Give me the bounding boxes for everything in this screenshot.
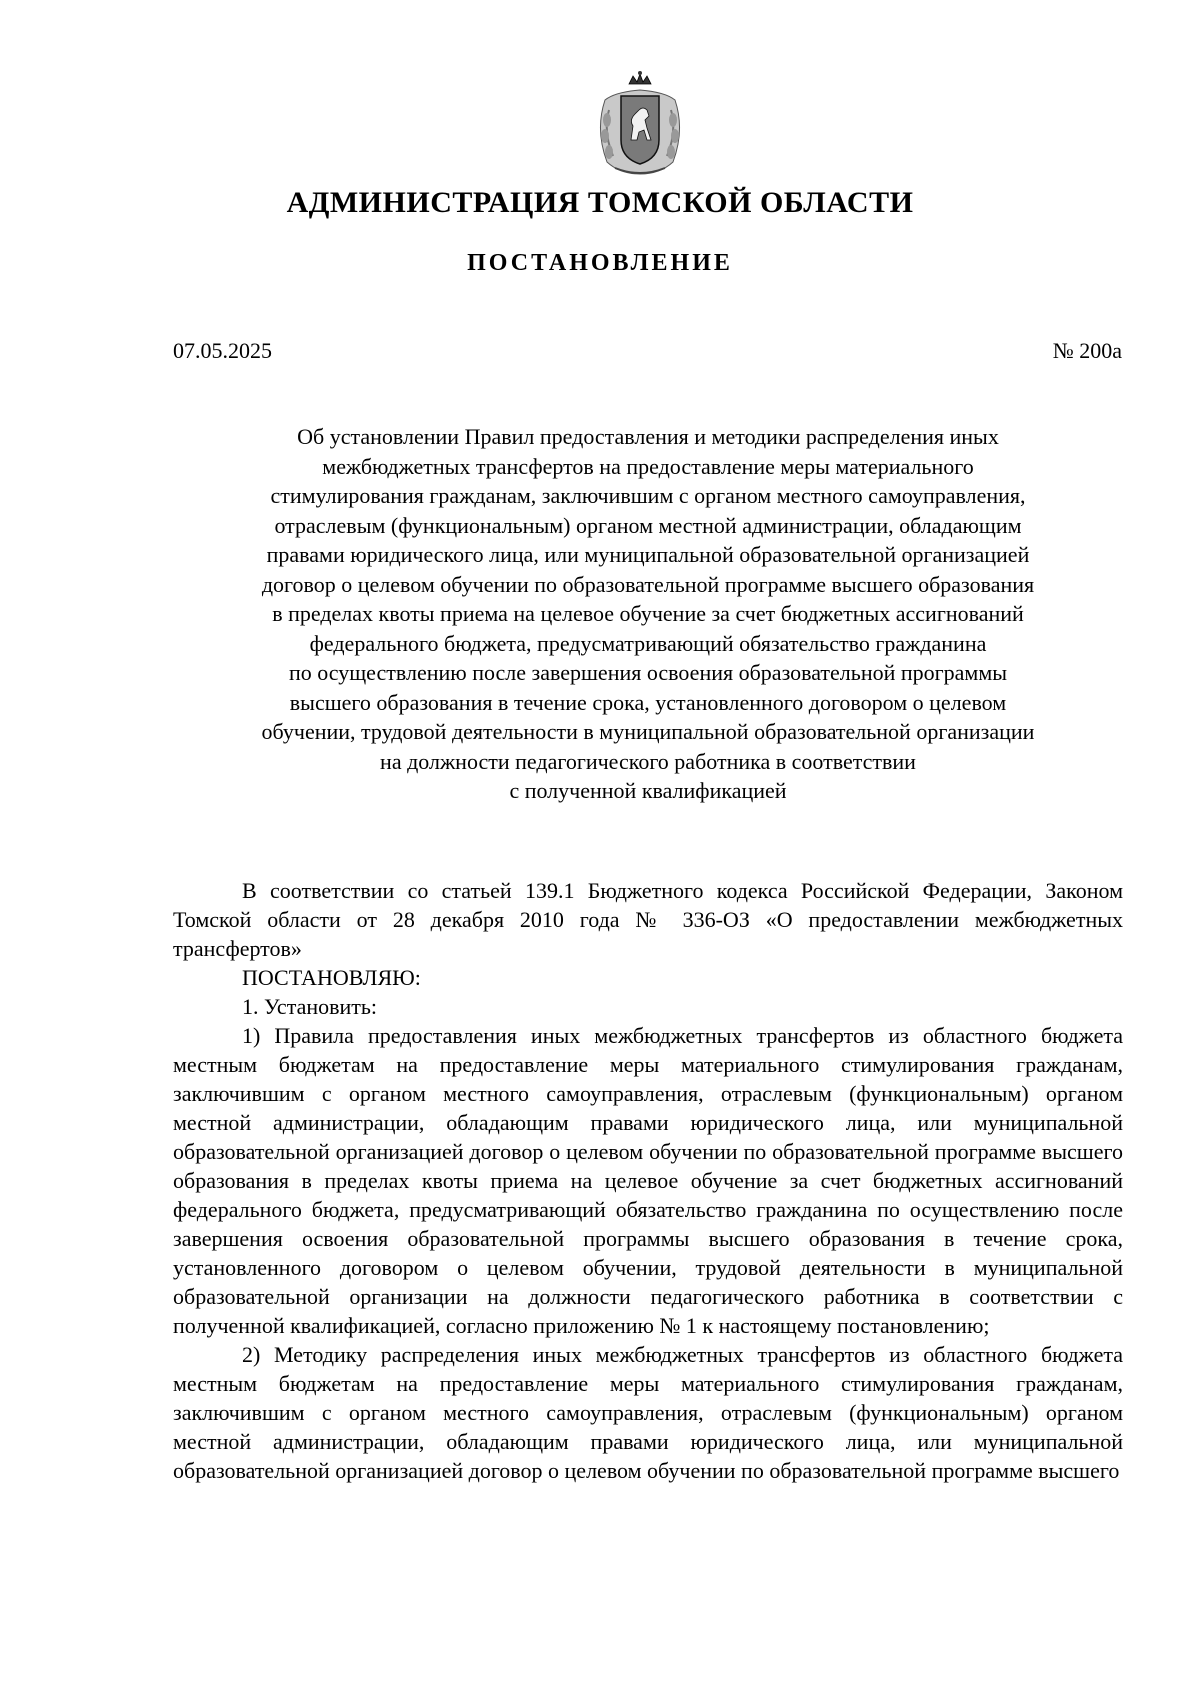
subject-line: стимулирования гражданам, заключившим с органом местного самоуправления,	[270, 483, 1026, 508]
document-date: 07.05.2025	[173, 338, 272, 363]
subject-line: по осуществлению после завершения освоения образовательной программы	[288, 660, 1008, 685]
subject-line: с полученной квалификацией	[509, 778, 787, 803]
tomsk-oblast-coat-of-arms-icon	[585, 70, 695, 180]
subject-line: отраслевым (функциональным) органом местной администрации, обладающим	[274, 512, 1022, 538]
subject-line: на должности педагогического работника в соответствии	[380, 748, 916, 774]
subject-line: федерального бюджета, предусматривающий обязательство гражданина	[309, 630, 987, 656]
subject-line: межбюджетных трансфертов на предоставление меры материального	[322, 453, 974, 479]
document-body	[173, 876, 1123, 1485]
preamble-paragraph: В соответствии со статьей 139.1 Бюджетного кодекса Российской Федерации, Законом Томской области от 28 декабря 2010 года № 336-ОЗ «О предоставлении межбюджетных трансфертов»	[173, 878, 1123, 961]
organization-title: АДМИНИСТРАЦИЯ ТОМСКОЙ ОБЛАСТИ	[286, 186, 914, 219]
decree-word: ПОСТАНОВЛЯЮ:	[242, 965, 421, 990]
document-type: ПОСТАНОВЛЕНИЕ	[467, 250, 733, 276]
item-1-1-rules: 1) Правила предоставления иных межбюджетных трансфертов из областного бюджета местным бюджетам на предоставление меры материального стимулирования гражданам, заключившим с органом местного самоуправления, отраслевым (функциональным) органом местной администрации, обладающим правами юридического лица, или муниципальной образовательной организацией договор о целевом обучении по образовательной программе высшего образования в пределах квоты приема на целевое обучение за счет бюджетных ассигнований федерального бюджета, предусматривающий обязательство гражданина по осуществлению после завершения освоения образовательной программы высшего образования в течение срока, установленного договором о целевом обучении, трудовой деятельности в муниципальной образовательной организации на должности педагогического работника в соответствии с полученной квалификацией, согласно приложению № 1 к настоящему постановлению;	[173, 1023, 1123, 1338]
document-subject	[173, 422, 1123, 806]
subject-line: обучении, трудовой деятельности в муниципальной образовательной организации	[261, 719, 1035, 744]
subject-line: договор о целевом обучении по образовательной программе высшего образования	[261, 571, 1035, 597]
subject-line: Об установлении Правил предоставления и методики распределения иных	[297, 424, 999, 449]
subject-line: в пределах квоты приема на целевое обучение за счет бюджетных ассигнований	[272, 601, 1024, 626]
subject-line: правами юридического лица, или муниципальной образовательной организацией	[266, 542, 1030, 567]
document-number: № 200а	[1052, 338, 1122, 363]
item-1-2-methodology: 2) Методику распределения иных межбюджетных трансфертов из областного бюджета местным бюджетам на предоставление меры материального стимулирования гражданам, заключившим с органом местного самоуправления, отраслевым (функциональным) органом местной администрации, обладающим правами юридического лица, или муниципальной образовательной организацией договор о целевом обучении по образовательной программе высшего	[173, 1342, 1123, 1483]
subject-line: высшего образования в течение срока, установленного договором о целевом	[289, 689, 1007, 715]
item-1: 1. Установить:	[242, 994, 378, 1019]
